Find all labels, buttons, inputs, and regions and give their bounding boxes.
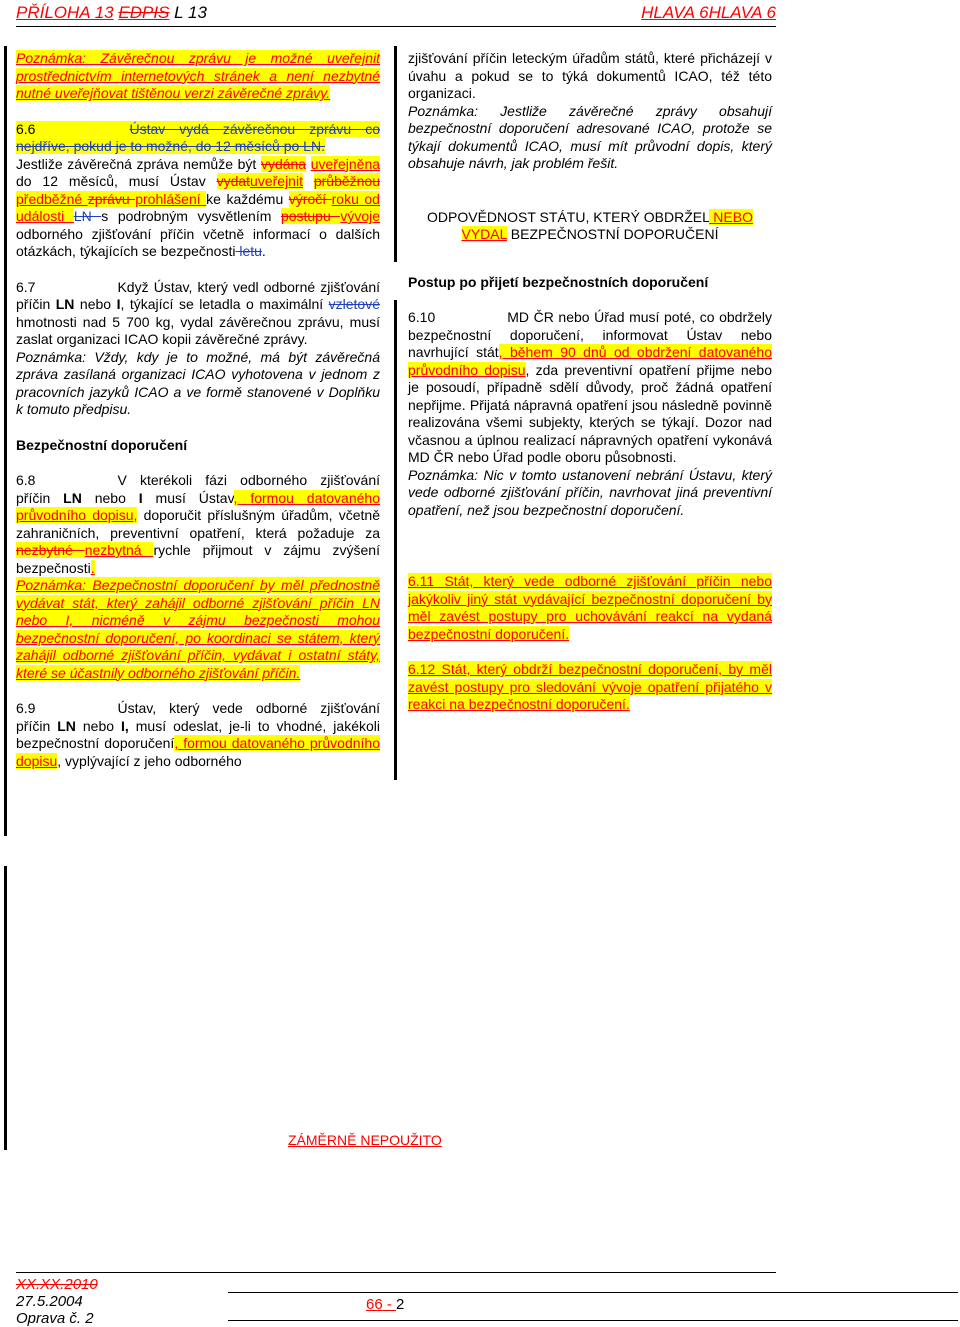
revision-bar-right-2 (394, 300, 397, 780)
header-annex-label: PŘÍLOHA 13 (16, 3, 114, 22)
note-icao-documents: Poznámka: Jestliže závěrečné zprávy obsahují bezpečnostní doporučení adresované ICAO, protože se týkají dokumentů ICAO, musí mít průvodní dopis, který obsahuje návrh, jak problém řešit. (408, 102, 772, 171)
note-6-8: Poznámka: Bezpečnostní doporučení by měl přednostně vydávat stát, který zahájil odborné zjišťování příčin LN nebo I, nicméně v zájmu bezpečnosti mohou bezpečnostní doporučení, po koordinaci se státem, který zahájil odborné zjišťování příčin, vydávat i ostatní státy, které se účastnily odborného zjišťování příčin. (16, 577, 380, 681)
header-l13: L 13 (174, 3, 207, 22)
left-column (16, 50, 380, 770)
note-6-7: Poznámka: Vždy, kdy je to možné, má být závěrečná zpráva zasílaná organizaci ICAO vyhotovena v jednom z pracovních jazyků ICAO a ve formě stanovené v Doplňku k tomuto předpisu. (16, 348, 380, 417)
paragraph-6-12: 6.12 Stát, který obdrží bezpečnostní doporučení, by měl zavést postupy pro sledování vývoje opatření přijatého v reakci na bezpečnostní doporučení. (408, 661, 772, 712)
paragraph-6-10: 6.10 MD ČR nebo Úřad musí poté, co obdržely bezpečnostní doporučení, informovat Ústav nebo navrhující stát, během 90 dnů od obdržení datovaného průvodního dopisu, zda preventivní opatření přijme nebo je posoudí, případně sdělí důvody, proč žádná opatření nepřijme. Přijatá nápravná opatření jsou následně povinně realizována všemi subjekty, kterých se týkají. Dozor nad včasnou a úplnou realizací nápravných opatření vykonává MD ČR nebo Úřad podle oboru působnosti. (408, 309, 772, 465)
footer-date: XX.XX.2010 27.5.2004 Oprava č. 2 (16, 1276, 98, 1327)
header-edpis-deleted: EDPIS (118, 3, 170, 22)
deleted-text: Ústav vydá závěrečnou zprávu co nejdříve, pokud je to možné, do 12 měsíců po LN. (16, 120, 380, 154)
heading-state-responsibility: ODPOVĚDNOST STÁTU, KTERÝ OBDRŽEL NEBO VYDAL BEZPEČNOSTNÍ DOPORUČENÍ (427, 208, 753, 242)
paragraph-6-9-continued: zjišťování příčin leteckým úřadům států, které přicházejí v úvahu a pokud se to týká dokumentů ICAO, též této organizaci. (408, 50, 772, 101)
note-6-10: Poznámka: Nic v tomto ustanovení nebrání Ústavu, který vede odborné zjišťování příčin, navrhovat jiná preventivní opatření, než jsou bezpečnostní doporučení. (408, 466, 772, 518)
paragraph-6-8: 6.8 V kterékoli fázi odborného zjišťování příčin LN nebo I musí Ústav, formou datovaného průvodního dopisu, doporučit příslušným úřadům, včetně zahraničních, preventivní opatření, která požaduje za nezbytné nezbytná rychle přijmout v zájmu zvýšení bezpečnosti. (16, 472, 380, 576)
revision-bar-right-1 (394, 46, 397, 262)
footer-page-number: 66 - 2 (366, 1296, 405, 1313)
paragraph-6-11: 6.11 Stát, který vede odborné zjišťování příčin nebo jakýkoliv jiný stát vydávající bezpečnostní doporučení by měl zavést postupy pro uchovávání reakcí na vydaná bezpečnostní doporučení. (408, 573, 772, 642)
header-chapter (641, 2, 776, 24)
header-chapter-old: HLAVA 6 (641, 3, 709, 22)
right-column (408, 50, 772, 714)
header-rule (16, 26, 776, 27)
footer-rule-bottom (228, 1320, 958, 1321)
revision-bar-left-2 (4, 866, 7, 1150)
paragraph-6-7: 6.7 Když Ústav, který vedl odborné zjišťování příčin LN nebo I, týkající se letadla o maximální vzletové hmotnosti nad 5 700 kg, vydal závěrečnou zprávu, musí zaslat organizaci ICAO kopii závěrečné zprávy. (16, 278, 380, 347)
footer-rule-right (228, 1292, 958, 1293)
page-header (16, 2, 776, 24)
note-final-report-web: Poznámka: Závěrečnou zprávu je možné uveřejnit prostřednictvím internetových stránek a není nezbytné nutné uveřejňovat tištěnou verzi závěrečné zprávy. (16, 50, 380, 101)
heading-safety-recommendations: Bezpečnostní doporučení (16, 436, 188, 453)
heading-post-receipt-procedure: Postup po přijetí bezpečnostních doporučení (408, 273, 709, 290)
revision-bar-left-1 (4, 46, 7, 836)
paragraph-6-6: 6.6 Ústav vydá závěrečnou zprávu co nejdříve, pokud je to možné, do 12 měsíců po LN. Jestliže závěrečná zpráva nemůže být vydána uveřejněna do 12 měsíců, musí Ústav vydatuveřejnit průběžnou předběžné zprávu prohlášení ke každému výročí roku od události LN s podrobným vysvětlením postupu vývoje odborného zjišťování příčin včetně informací o dalších otázkách, týkajících se bezpečnosti letu. (16, 120, 381, 259)
header-chapter-new: HLAVA 6 (708, 3, 776, 22)
footer-rule-left (16, 1272, 776, 1273)
para-number: 6.6 (16, 120, 36, 137)
paragraph-6-9: 6.9 Ústav, který vede odborné zjišťování příčin LN nebo I, musí odeslat, je-li to vhodné, jakékoli bezpečnostní doporučení, formou datovaného průvodního dopisu, vyplývající z jeho odborného (16, 700, 380, 769)
intentionally-unused-note: ZÁMĚRNĚ NEPOUŽITO (288, 1132, 442, 1148)
